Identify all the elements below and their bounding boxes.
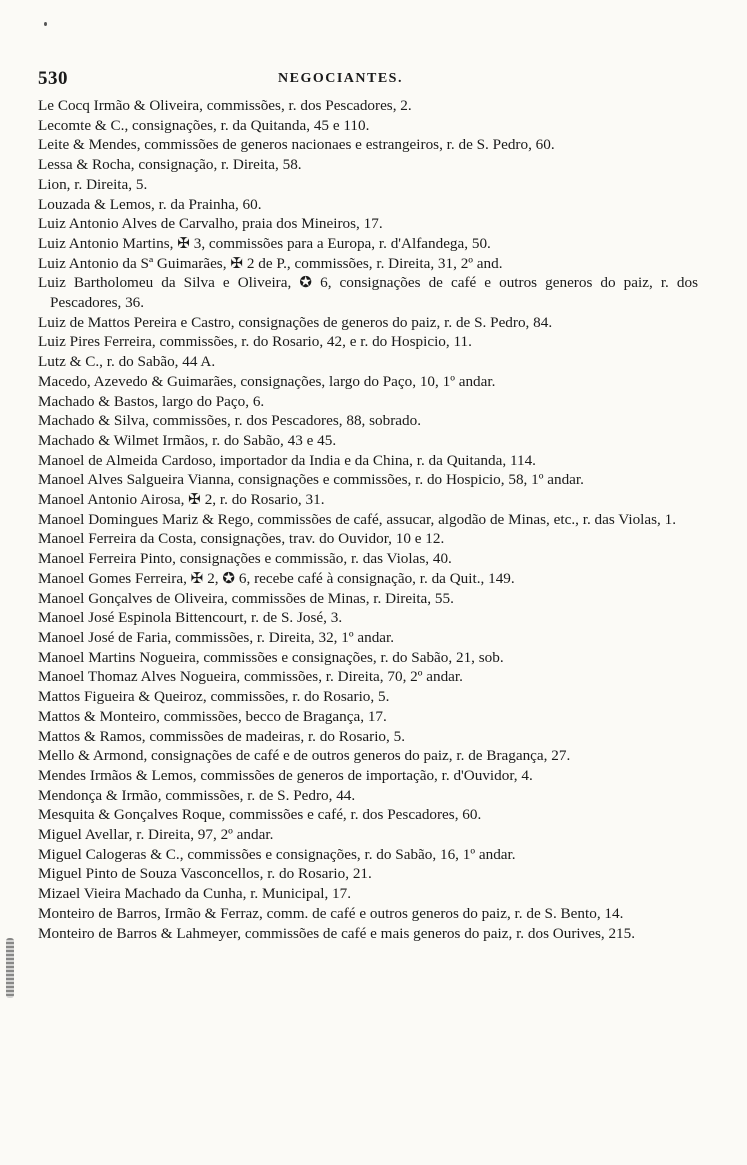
list-item: Monteiro de Barros, Irmão & Ferraz, comm. de café e outros generos do paiz, r. de S. Bento, 14. <box>38 904 624 922</box>
list-item: Mello & Armond, consignações de café e de outros generos do paiz, r. de Bragança, 27. <box>38 747 571 765</box>
list-item: Manoel Gomes Ferreira, ✠ 2, ✪ 6, recebe café à consignação, r. da Quit., 149. <box>38 569 515 587</box>
list-item: Luiz Pires Ferreira, commissões, r. do Rosario, 42, e r. do Hospicio, 11. <box>38 333 472 351</box>
list-item: Manoel de Almeida Cardoso, importador da India e da China, r. da Quitanda, 114. <box>38 451 536 469</box>
list-item: Miguel Calogeras & C., commissões e consignações, r. do Sabão, 16, 1º andar. <box>38 845 516 863</box>
list-item: Manoel Antonio Airosa, ✠ 2, r. do Rosario, 31. <box>38 491 325 509</box>
list-item: Manoel Ferreira Pinto, consignações e commissão, r. das Violas, 40. <box>38 550 452 568</box>
list-item: Mizael Vieira Machado da Cunha, r. Municipal, 17. <box>38 885 352 903</box>
list-item: Machado & Bastos, largo do Paço, 6. <box>38 392 265 410</box>
list-item: Lecomte & C., consignações, r. da Quitanda, 45 e 110. <box>38 116 370 134</box>
list-item: Mendes Irmãos & Lemos, commissões de generos de importação, r. d'Ouvidor, 4. <box>38 766 533 784</box>
list-item: Louzada & Lemos, r. da Prainha, 60. <box>38 195 262 213</box>
list-item: Manoel José de Faria, commissões, r. Direita, 32, 1º andar. <box>38 628 395 646</box>
list-item: Manoel Domingues Mariz & Rego, commissões de café, assucar, algodão de Minas, etc., r. das Violas, 1. <box>38 510 677 528</box>
list-item: Luiz Antonio Alves de Carvalho, praia dos Mineiros, 17. <box>38 215 383 233</box>
list-item: Manoel José Espinola Bittencourt, r. de S. José, 3. <box>38 609 343 627</box>
list-item: Manoel Ferreira da Costa, consignações, trav. do Ouvidor, 10 e 12. <box>38 530 445 548</box>
list-item: Leite & Mendes, commissões de generos nacionaes e estrangeiros, r. de S. Pedro, 60. <box>38 136 555 154</box>
list-item: Machado & Silva, commissões, r. dos Pescadores, 88, sobrado. <box>38 412 422 430</box>
list-item: Mattos Figueira & Queiroz, commissões, r. do Rosario, 5. <box>38 688 390 706</box>
list-item: Luiz Antonio da Sª Guimarães, ✠ 2 de P., commissões, r. Direita, 31, 2º and. <box>38 254 503 272</box>
list-item: Miguel Avellar, r. Direita, 97, 2º andar. <box>38 826 274 844</box>
list-item: Manoel Gonçalves de Oliveira, commissões de Minas, r. Direita, 55. <box>38 589 454 607</box>
list-item: Mendonça & Irmão, commissões, r. de S. Pedro, 44. <box>38 786 356 804</box>
list-item: Monteiro de Barros & Lahmeyer, commissões de café e mais generos do paiz, r. dos Ourives, 215. <box>38 924 636 942</box>
ink-speck <box>44 22 47 26</box>
merchant-list <box>38 96 698 943</box>
list-item: Manoel Alves Salgueira Vianna, consignações e commissões, r. do Hospicio, 58, 1º andar. <box>38 471 584 489</box>
list-item: Lessa & Rocha, consignação, r. Direita, 58. <box>38 156 302 174</box>
page-header <box>38 68 693 92</box>
page-number: 530 <box>38 68 68 89</box>
list-item: Lion, r. Direita, 5. <box>38 175 148 193</box>
list-item: Miguel Pinto de Souza Vasconcellos, r. do Rosario, 21. <box>38 865 372 883</box>
list-item: Luiz de Mattos Pereira e Castro, consignações de generos do paiz, r. de S. Pedro, 84. <box>38 313 553 331</box>
list-item: Macedo, Azevedo & Guimarães, consignações, largo do Paço, 10, 1º andar. <box>38 372 496 390</box>
list-item: Mesquita & Gonçalves Roque, commissões e café, r. dos Pescadores, 60. <box>38 806 482 824</box>
list-item: Lutz & C., r. do Sabão, 44 A. <box>38 353 216 371</box>
list-item: Luiz Bartholomeu da Silva e Oliveira, ✪ 6, consignações de café e outros generos do paiz, r. dos Pescadores, 36. <box>38 274 698 312</box>
list-item: Mattos & Monteiro, commissões, becco de Bragança, 17. <box>38 707 387 725</box>
list-item: Luiz Antonio Martins, ✠ 3, commissões para a Europa, r. d'Alfandega, 50. <box>38 234 491 252</box>
list-item: Manoel Martins Nogueira, commissões e consignações, r. do Sabão, 21, sob. <box>38 648 504 666</box>
list-item: Le Cocq Irmão & Oliveira, commissões, r. dos Pescadores, 2. <box>38 97 412 114</box>
margin-ornament <box>6 938 14 998</box>
list-item: Mattos & Ramos, commissões de madeiras, r. do Rosario, 5. <box>38 727 405 745</box>
list-item: Machado & Wilmet Irmãos, r. do Sabão, 43 e 45. <box>38 431 337 449</box>
list-item: Manoel Thomaz Alves Nogueira, commissões, r. Direita, 70, 2º andar. <box>38 668 463 686</box>
section-title: NEGOCIANTES. <box>278 71 403 86</box>
